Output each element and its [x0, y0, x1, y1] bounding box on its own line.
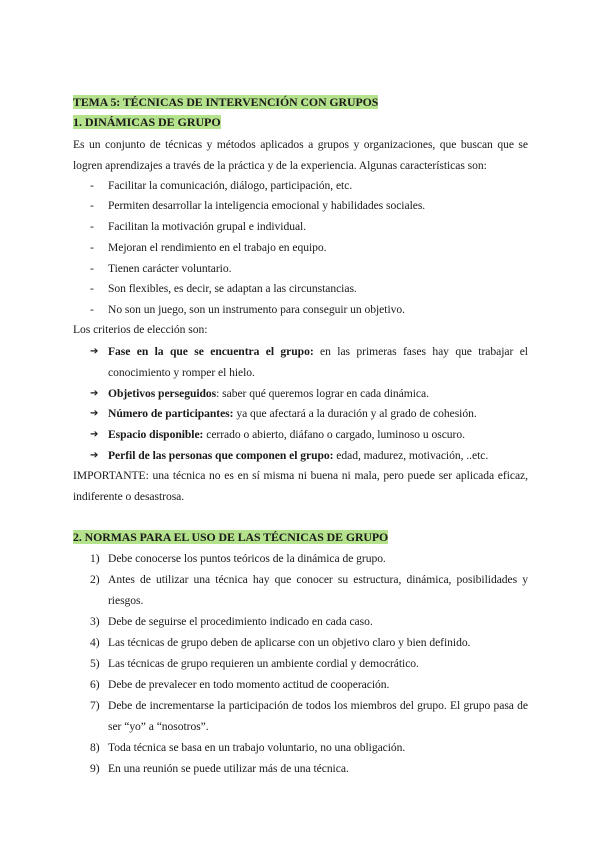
criteria-item: ➔ Objetivos perseguidos: saber qué queremos lograr en cada dinámica.: [90, 383, 528, 404]
rule-number: 8): [90, 741, 100, 754]
arrow-icon: ➔: [90, 450, 99, 461]
dash-marker: -: [90, 303, 94, 316]
rule-number: 6): [90, 678, 100, 691]
section2-heading: 2. NORMAS PARA EL USO DE LAS TÉCNICAS DE GRUPO: [73, 530, 389, 544]
arrow-icon: ➔: [90, 429, 99, 440]
rule-item: 8) Toda técnica se basa en un trabajo voluntario, no una obligación.: [90, 737, 528, 758]
rule-number: 3): [90, 615, 100, 628]
rule-number: 4): [90, 636, 100, 649]
document-title: TEMA 5: TÉCNICAS DE INTERVENCIÓN CON GRUPOS: [73, 95, 379, 109]
rule-number: 9): [90, 762, 100, 775]
rule-item: 3) Debe de seguirse el procedimiento indicado en cada caso.: [90, 611, 528, 632]
rule-item: 5) Las técnicas de grupo requieren un ambiente cordial y democrático.: [90, 653, 528, 674]
dash-marker: -: [90, 179, 94, 192]
rule-item: 2) Antes de utilizar una técnica hay que conocer su estructura, dinámica, posibilidades y riesgos.: [90, 569, 528, 611]
arrow-icon: ➔: [90, 388, 99, 399]
criteria-intro: Los criterios de elección son:: [73, 323, 208, 336]
dash-marker: -: [90, 199, 94, 212]
criteria-item: ➔ Número de participantes: ya que afectará a la duración y al grado de cohesión.: [90, 403, 528, 424]
rule-number: 7): [90, 699, 100, 712]
criteria-item: ➔ Perfil de las personas que componen el grupo: edad, madurez, motivación, ..etc.: [90, 445, 528, 466]
dash-marker: -: [90, 262, 94, 275]
dash-marker: -: [90, 220, 94, 233]
rule-number: 2): [90, 573, 100, 586]
rule-number: 5): [90, 657, 100, 670]
rule-number: 1): [90, 552, 100, 565]
criteria-item: ➔ Espacio disponible: cerrado o abierto, diáfano o cargado, luminoso u oscuro.: [90, 424, 528, 445]
rule-item: 4) Las técnicas de grupo deben de aplicarse con un objetivo claro y bien definido.: [90, 632, 528, 653]
document-page: TEMA 5: TÉCNICAS DE INTERVENCIÓN CON GRUPOS 1. DINÁMICAS DE GRUPO Es un conjunto de técnicas y métodos aplicados a grupos y organizaciones, que buscan que se logren aprendizajes a través de la práctica y de la experiencia. Algunas características son: - Facilitar la comunicación, diálogo, participación, etc. - Permiten desarrollar la inteligencia emocional y habilidades sociales. - Facilitan la motivación grupal e individual. - Mejoran el rendimiento en el trabajo en equipo. - Tienen carácter voluntario. - Son flexibles, es decir, se adaptan a las circunstancias. - No son un juego, son un instrumento para conseguir un objetivo. Los criterios de elección son: ➔ Fase en la que se encuentra el grupo: en las primeras fases hay que trabajar el conocimiento y romper el hielo. ➔ Objetivos perseguidos: saber qué queremos lograr en cada dinámica. ➔ Número de participantes: ya que afectará a la duración y al grado de cohesión. ➔ Espacio disponible: cerrado o abierto, diáfano o cargado, luminoso u oscuro. ➔ Perfil de las personas que componen el grupo: edad, madurez, motivación, ..etc. IMPORTANTE: una técnica no es en sí misma ni buena ni mala, pero puede ser aplicada eficaz, indiferente o desastrosa. 2. NORMAS PARA EL USO DE LAS TÉCNICAS DE GRUPO 1) Debe conocerse los puntos teóricos de la dinámica de grupo. 2) Antes de utilizar una técnica hay que conocer su estructura, dinámica, posibilidades y riesgos. 3) Debe de seguirse el procedimiento indicado en cada caso. 4) Las técnicas de grupo deben de aplicarse con un objetivo claro y bien definido. 5) Las técnicas de grupo requieren un ambiente cordial y democrático. 6) Debe de prevalecer en todo momento actitud de cooperación. 7) Debe de incrementarse la participación de todos los miembros del grupo. El grupo pasa de ser “yo” a “nosotros”. 8) Toda técnica se basa en un trabajo voluntario, no una obligación. 9) En una reunión se puede utilizar más de una técnica.: [0, 0, 600, 848]
arrow-icon: ➔: [90, 408, 99, 419]
rule-item: 7) Debe de incrementarse la participación de todos los miembros del grupo. El grupo pasa de ser “yo” a “nosotros”.: [90, 695, 528, 737]
rule-item: 9) En una reunión se puede utilizar más de una técnica.: [90, 758, 528, 779]
rule-item: 1) Debe conocerse los puntos teóricos de la dinámica de grupo.: [90, 548, 528, 569]
criteria-item: ➔ Fase en la que se encuentra el grupo: en las primeras fases hay que trabajar el conocimiento y romper el hielo.: [90, 341, 528, 383]
dash-marker: -: [90, 282, 94, 295]
dash-marker: -: [90, 241, 94, 254]
arrow-icon: ➔: [90, 346, 99, 357]
section1-heading: 1. DINÁMICAS DE GRUPO: [73, 115, 221, 129]
important-note: IMPORTANTE: una técnica no es en sí misma ni buena ni mala, pero puede ser aplicada eficaz, indiferente o desastrosa.: [73, 469, 528, 503]
section1-intro: Es un conjunto de técnicas y métodos aplicados a grupos y organizaciones, que buscan que se logren aprendizajes a través de la práctica y de la experiencia. Algunas características son:: [73, 138, 528, 172]
rule-item: 6) Debe de prevalecer en todo momento actitud de cooperación.: [90, 674, 528, 695]
